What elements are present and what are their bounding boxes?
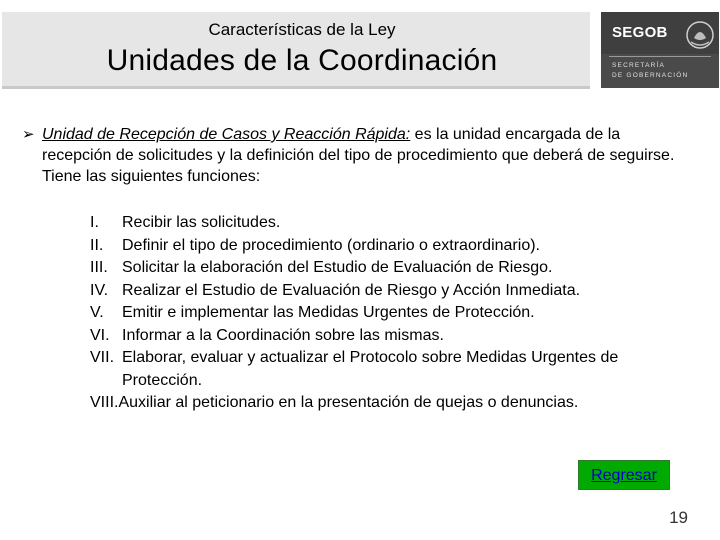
back-button[interactable]: Regresar [578,460,670,490]
list-item-text: Realizar el Estudio de Evaluación de Riesgo y Acción Inmediata. [122,281,581,299]
list-item-number: V. [90,304,104,321]
logo-line-1: SECRETARÍA [612,62,666,69]
unit-description-text: es la unidad encargada de la recepción de solicitudes y la definición del tipo de procedimiento que deberá de seguirse. Tiene las siguientes funciones: [42,126,675,185]
list-item-text: Solicitar la elaboración del Estudio de Evaluación de Riesgo. [122,259,553,276]
list-item-number: I. [90,214,99,231]
slide-body [22,124,692,187]
page-number: 19 [669,508,688,527]
list-item-text: Elaborar, evaluar y actualizar el Protocolo sobre Medidas Urgentes de Protección. [122,349,619,389]
segob-logo [601,12,719,88]
logo-line-2: DE GOBERNACIÓN [612,72,689,79]
list-item [90,325,690,348]
list-item-text: Informar a la Coordinación sobre las mismas. [122,326,444,344]
unit-description [22,124,692,187]
list-item-text: Definir el tipo de procedimiento (ordinario o extraordinario). [122,236,540,254]
header-shadow [2,86,590,89]
arrow-bullet-icon: ➢ [22,126,35,143]
unit-name: Unidad de Recepción de Casos y Reacción Rápida: [42,126,411,143]
list-item [90,212,690,235]
list-item-number: II. [90,236,104,254]
slide-title: Unidades de la Coordinación [106,44,498,77]
list-item-text: Auxiliar al peticionario en la presentación de quejas o denuncias. [118,394,579,411]
list-item-text: Recibir las solicitudes. [122,214,281,231]
list-item [90,280,690,303]
slide-subtitle: Características de la Ley [208,20,396,39]
list-item-number: III. [90,259,108,276]
list-item [90,235,690,258]
list-item-number: VIII. [90,394,119,411]
list-item-text: Emitir e implementar las Medidas Urgentes de Protección. [122,304,535,321]
list-item [90,257,690,280]
list-item-number: IV. [90,281,109,299]
coat-of-arms-icon [685,18,715,52]
functions-list [90,212,690,415]
slide-header [0,0,720,90]
list-item-number: VI. [90,326,110,344]
logo-divider [609,56,711,57]
list-item-number: VII. [90,349,115,366]
list-item [90,347,690,392]
logo-name: SEGOB [612,24,668,41]
list-item [90,392,690,415]
list-item [90,302,690,325]
